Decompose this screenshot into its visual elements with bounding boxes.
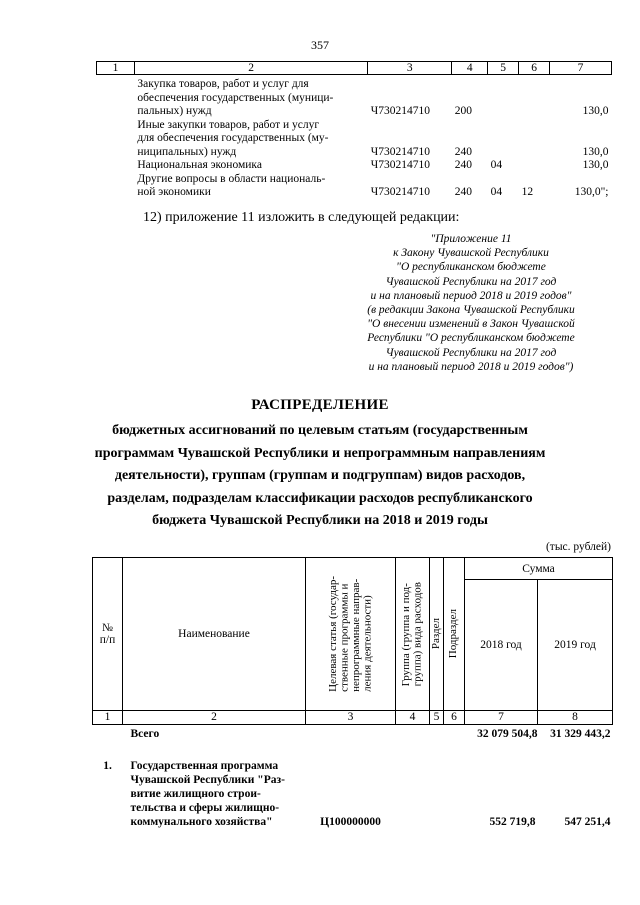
appendix-line: (в редакции Закона Чувашской Республики bbox=[367, 304, 575, 317]
col-num: 3 bbox=[368, 62, 452, 75]
row-group: 200 bbox=[454, 105, 472, 117]
column-number-row bbox=[97, 62, 612, 75]
row-section bbox=[488, 75, 519, 119]
continuation-table bbox=[96, 61, 612, 200]
col-num: 6 bbox=[444, 711, 465, 725]
col-num: 4 bbox=[452, 62, 488, 75]
row-section bbox=[488, 119, 519, 160]
row-name: Национальная экономика bbox=[137, 159, 262, 171]
header-section: Раздел bbox=[430, 558, 444, 711]
col-num: 7 bbox=[550, 62, 612, 75]
appendix-line: и на плановый период 2018 и 2019 годов" bbox=[370, 289, 572, 302]
row-name: Закупка товаров, работ и услуг для обеспечения государственных (муници- пальных) нужд bbox=[137, 78, 334, 117]
row-subsection bbox=[519, 75, 550, 119]
row-sum: 130,0 bbox=[582, 159, 609, 171]
row-name: Государственная программа Чувашской Республики "Раз- витие жилищного строи- тельства и сферы жилищно- коммунального хозяйства" bbox=[130, 760, 285, 828]
distribution-table bbox=[92, 557, 613, 831]
appendix-line: "О республиканском бюджете bbox=[396, 261, 546, 274]
row-2018: 32 079 504,8 bbox=[477, 728, 538, 740]
row-name: Иные закупки товаров, работ и услуг для обеспечения государственных (му- ниципальных) нужд bbox=[137, 118, 329, 158]
row-name: Другие вопросы в области националь- ной экономики bbox=[137, 172, 326, 198]
subtitle-line: бюджетных ассигнований по целевым статьям (государственным bbox=[112, 423, 528, 438]
row-subsection bbox=[444, 725, 465, 744]
row-group bbox=[396, 725, 430, 744]
table-row bbox=[97, 75, 612, 119]
row-section bbox=[430, 757, 444, 831]
document-title: РАСПРЕДЕЛЕНИЕ bbox=[251, 397, 389, 413]
col-num: 5 bbox=[488, 62, 519, 75]
appendix-line: Республики "О республиканском бюджете bbox=[367, 332, 575, 345]
subtitle-line: программам Чувашской Республики и непрограммным направлениям bbox=[94, 445, 546, 461]
row-subsection bbox=[519, 159, 550, 173]
row-group: 240 bbox=[454, 145, 472, 158]
column-number-row bbox=[93, 711, 613, 725]
table-row bbox=[93, 757, 613, 831]
row-code: Ц100000000 bbox=[320, 816, 381, 828]
row-subsection bbox=[519, 119, 550, 160]
col-num: 1 bbox=[97, 62, 135, 75]
header-group: Группа (группа и под- группа) вида расходов bbox=[396, 558, 430, 711]
row-code: Ч730214710 bbox=[370, 186, 431, 198]
row-sum: 130,0 bbox=[582, 105, 609, 117]
document-subtitle bbox=[90, 420, 550, 533]
header-target: Целевая статья (государ- ственные программы и непрограммные направ- ления деятельности) bbox=[306, 558, 396, 711]
appendix-line: Чувашской Республики на 2017 год bbox=[385, 346, 557, 359]
units-label: (тыс. рублей) bbox=[545, 541, 611, 553]
row-section: 04 bbox=[490, 186, 503, 198]
col-num: 6 bbox=[519, 62, 550, 75]
table-row bbox=[97, 119, 612, 160]
header-subsection: Подраздел bbox=[444, 558, 465, 711]
row-name: Всего bbox=[130, 728, 160, 740]
header-num: № п/п bbox=[93, 558, 123, 711]
header-2018: 2018 год bbox=[465, 580, 538, 711]
row-num bbox=[93, 725, 123, 744]
page-number: 357 bbox=[311, 38, 329, 52]
row-subsection bbox=[444, 757, 465, 831]
row-2018: 552 719,8 bbox=[489, 816, 536, 828]
row-section: 04 bbox=[490, 159, 503, 171]
col-num: 4 bbox=[396, 711, 430, 725]
row-code: Ч730214710 bbox=[370, 145, 431, 158]
row-group bbox=[396, 757, 430, 831]
item-12-text: 12) приложение 11 изложить в следующей редакции: bbox=[143, 210, 460, 225]
row-group: 240 bbox=[454, 159, 472, 171]
row-section bbox=[430, 725, 444, 744]
col-num: 2 bbox=[123, 711, 306, 725]
col-num: 7 bbox=[465, 711, 538, 725]
row-code: Ч730214710 bbox=[370, 105, 431, 117]
row-sum: 130,0 bbox=[582, 145, 609, 158]
appendix-note bbox=[340, 232, 602, 374]
col-num: 3 bbox=[306, 711, 396, 725]
row-num: 1. bbox=[103, 760, 112, 772]
row-code: Ч730214710 bbox=[370, 159, 431, 171]
col-num: 1 bbox=[93, 711, 123, 725]
row-code bbox=[306, 725, 396, 744]
subtitle-line: разделам, подразделам классификации расходов республиканского bbox=[107, 490, 533, 506]
appendix-line: Чувашской Республики на 2017 год bbox=[385, 275, 557, 288]
subtitle-line: деятельности), группам (группам и подгруппам) видов расходов, bbox=[114, 468, 526, 483]
row-2019: 547 251,4 bbox=[564, 816, 611, 828]
appendix-line: к Закону Чувашской Республики bbox=[393, 247, 549, 260]
table-row bbox=[93, 725, 613, 744]
row-group: 240 bbox=[454, 186, 472, 198]
table-row bbox=[97, 173, 612, 200]
appendix-line: и на плановый период 2018 и 2019 годов") bbox=[368, 360, 574, 373]
header-row bbox=[93, 558, 613, 580]
col-num: 5 bbox=[430, 711, 444, 725]
col-num: 8 bbox=[538, 711, 613, 725]
appendix-line: "О внесении изменений в Закон Чувашской bbox=[367, 318, 575, 331]
row-subsection: 12 bbox=[521, 186, 534, 198]
row-sum: 130,0"; bbox=[574, 186, 609, 198]
appendix-line: "Приложение 11 bbox=[430, 233, 512, 245]
row-2019: 31 329 443,2 bbox=[550, 728, 611, 740]
header-sum: Сумма bbox=[465, 558, 613, 580]
col-num: 2 bbox=[134, 62, 367, 75]
table-row bbox=[97, 159, 612, 173]
header-2019: 2019 год bbox=[538, 580, 613, 711]
header-name: Наименование bbox=[123, 558, 306, 711]
subtitle-line: бюджета Чувашской Республики на 2018 и 2019 годы bbox=[152, 513, 488, 528]
